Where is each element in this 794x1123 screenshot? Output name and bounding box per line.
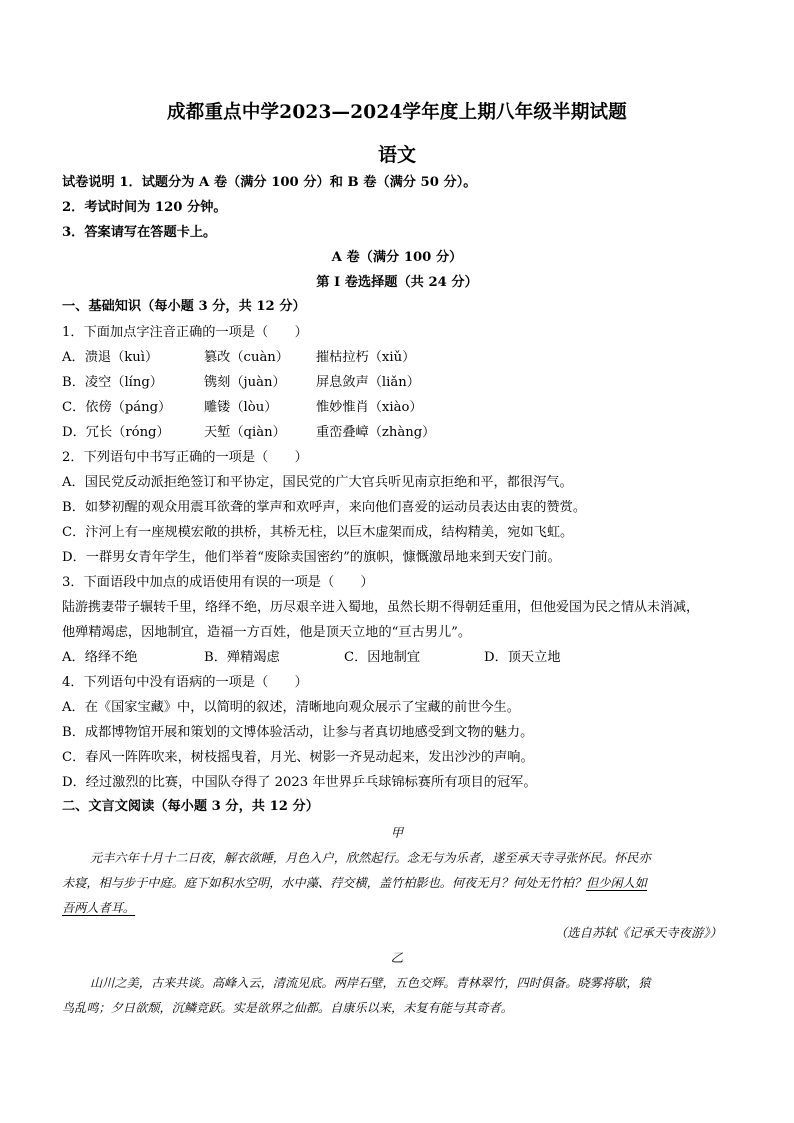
q3-option-d: D．顶天立地 [484,650,561,665]
q1-c-3: 惟妙惟肖（xiào） [316,400,423,415]
q3-passage-line-1: 陆游携妻带子辗转千里，络绎不绝，历尽艰辛进入蜀地，虽然长期不得朝廷重用，但他爱国为民之情从未消减， [62,600,700,615]
passage-jia-line-2 [62,874,647,892]
q2-option-b: B．如梦初醒的观众用震耳欲聋的掌声和欢呼声，来向他们喜爱的运动员表达由衷的赞赏。 [62,500,586,515]
heading-classical-reading: 二、文言文阅读（每小题 3 分，共 12 分） [62,799,319,814]
instruction-3: 3．答案请写在答题卡上。 [62,225,217,240]
passage-yi-label: 乙 [390,950,404,965]
q3-option-a: A．络绎不绝 [62,650,138,665]
q2-option-a: A．国民党反动派拒绝签订和平协定，国民党的广大官兵听见南京拒绝和平，都很泻气。 [62,475,573,490]
q1-b-1: B．凌空（líng） [62,375,163,390]
q1-stem: 1．下面加点字注音正确的一项是（ ） [62,325,308,340]
q2-option-c: C．汴河上有一座规模宏敞的拱桥，其桥无柱，以巨木虚架而成，结构精美，宛如飞虹。 [62,525,574,540]
passage-jia-underlined-2: 吾两人者耳。 [62,901,136,915]
passage-jia-source: （选自苏轼《记承天寺夜游》） [554,925,722,940]
q3-option-c: C．因地制宜 [344,650,421,665]
q1-c-2: 雕镂（lòu） [204,400,278,415]
page-title: 成都重点中学2023—2024学年度上期八年级半期试题 [167,102,627,123]
passage-jia-line-3 [62,899,135,917]
q3-passage-line-2: 他殚精竭虑，因地制宜，造福一方百姓，他是顶天立地的“亘古男儿”。 [62,625,472,640]
q3-stem: 3．下面语段中加点的成语使用有误的一项是（ ） [62,575,374,590]
passage-jia-line-1: 元丰六年十月十二日夜，解衣欲睡，月色入户，欣然起行。念无与为乐者，遂至承天寺寻张怀民。怀民亦 [90,851,651,865]
heading-basic-knowledge: 一、基础知识（每小题 3 分，共 12 分） [62,299,306,314]
passage-jia-underlined-1: 但少闲人如 [586,876,647,890]
q4-option-d: D．经过激烈的比赛，中国队夺得了 2023 年世界乒乓球锦标赛所有项目的冠军。 [62,775,537,790]
q4-option-a: A．在《国家宝藏》中，以简明的叙述，清晰地向观众展示了宝藏的前世今生。 [62,700,520,715]
q1-a-2: 篡改（cuàn） [204,350,289,365]
q1-c-1: C．依傍（páng） [62,400,172,415]
q1-a-1: A．溃退（kuì） [62,350,159,365]
q3-option-b: B．殚精竭虑 [204,650,280,665]
subject-title: 语文 [377,144,416,166]
q1-a-3: 摧枯拉朽（xiǔ） [316,350,416,365]
instruction-1: 试卷说明 1．试题分为 A 卷（满分 100 分）和 B 卷（满分 50 分）。 [62,175,477,190]
q1-b-3: 屏息敛声（liǎn） [316,375,420,390]
passage-yi-line-1: 山川之美，古来共谈。高峰入云，清流见底。两岸石壁，五色交辉。青林翠竹，四时俱备。晓雾将歇，猿 [90,976,651,990]
q4-option-b: B．成都博物馆开展和策划的文博体验活动，让参与者真切地感受到文物的魅力。 [62,725,534,740]
passage-jia-label: 甲 [390,825,404,840]
section-a-heading: A 卷（满分 100 分） [331,250,463,265]
part-one-heading: 第 I 卷选择题（共 24 分） [316,275,478,290]
passage-yi-line-2: 鸟乱鸣；夕日欲颓，沉鳞竞跃。实是欲界之仙都。自康乐以来，未复有能与其奇者。 [62,1001,513,1015]
q2-stem: 2．下列语句中书写正确的一项是（ ） [62,450,308,465]
q2-option-d: D．一群男女青年学生，他们举着“废除卖国密约”的旗帜，慷慨激昂地来到天安门前。 [62,550,561,565]
q4-option-c: C．春风一阵阵吹来，树枝摇曳着，月光、树影一齐晃动起来，发出沙沙的声响。 [62,750,534,765]
q1-d-2: 天堑（qiàn） [204,425,286,440]
q4-stem: 4．下列语句中没有语病的一项是（ ） [62,675,308,690]
passage-jia-line-2-text: 未寝，相与步于中庭。庭下如积水空明，水中藻、荇交横，盖竹柏影也。何夜无月？何处无竹柏？ [62,876,587,890]
instruction-2: 2．考试时间为 120 分钟。 [62,200,227,215]
q1-d-1: D．冗长（róng） [62,425,170,440]
q1-b-2: 镌刻（juàn） [204,375,286,390]
q1-d-3: 重峦叠嶂（zhàng） [316,425,436,440]
